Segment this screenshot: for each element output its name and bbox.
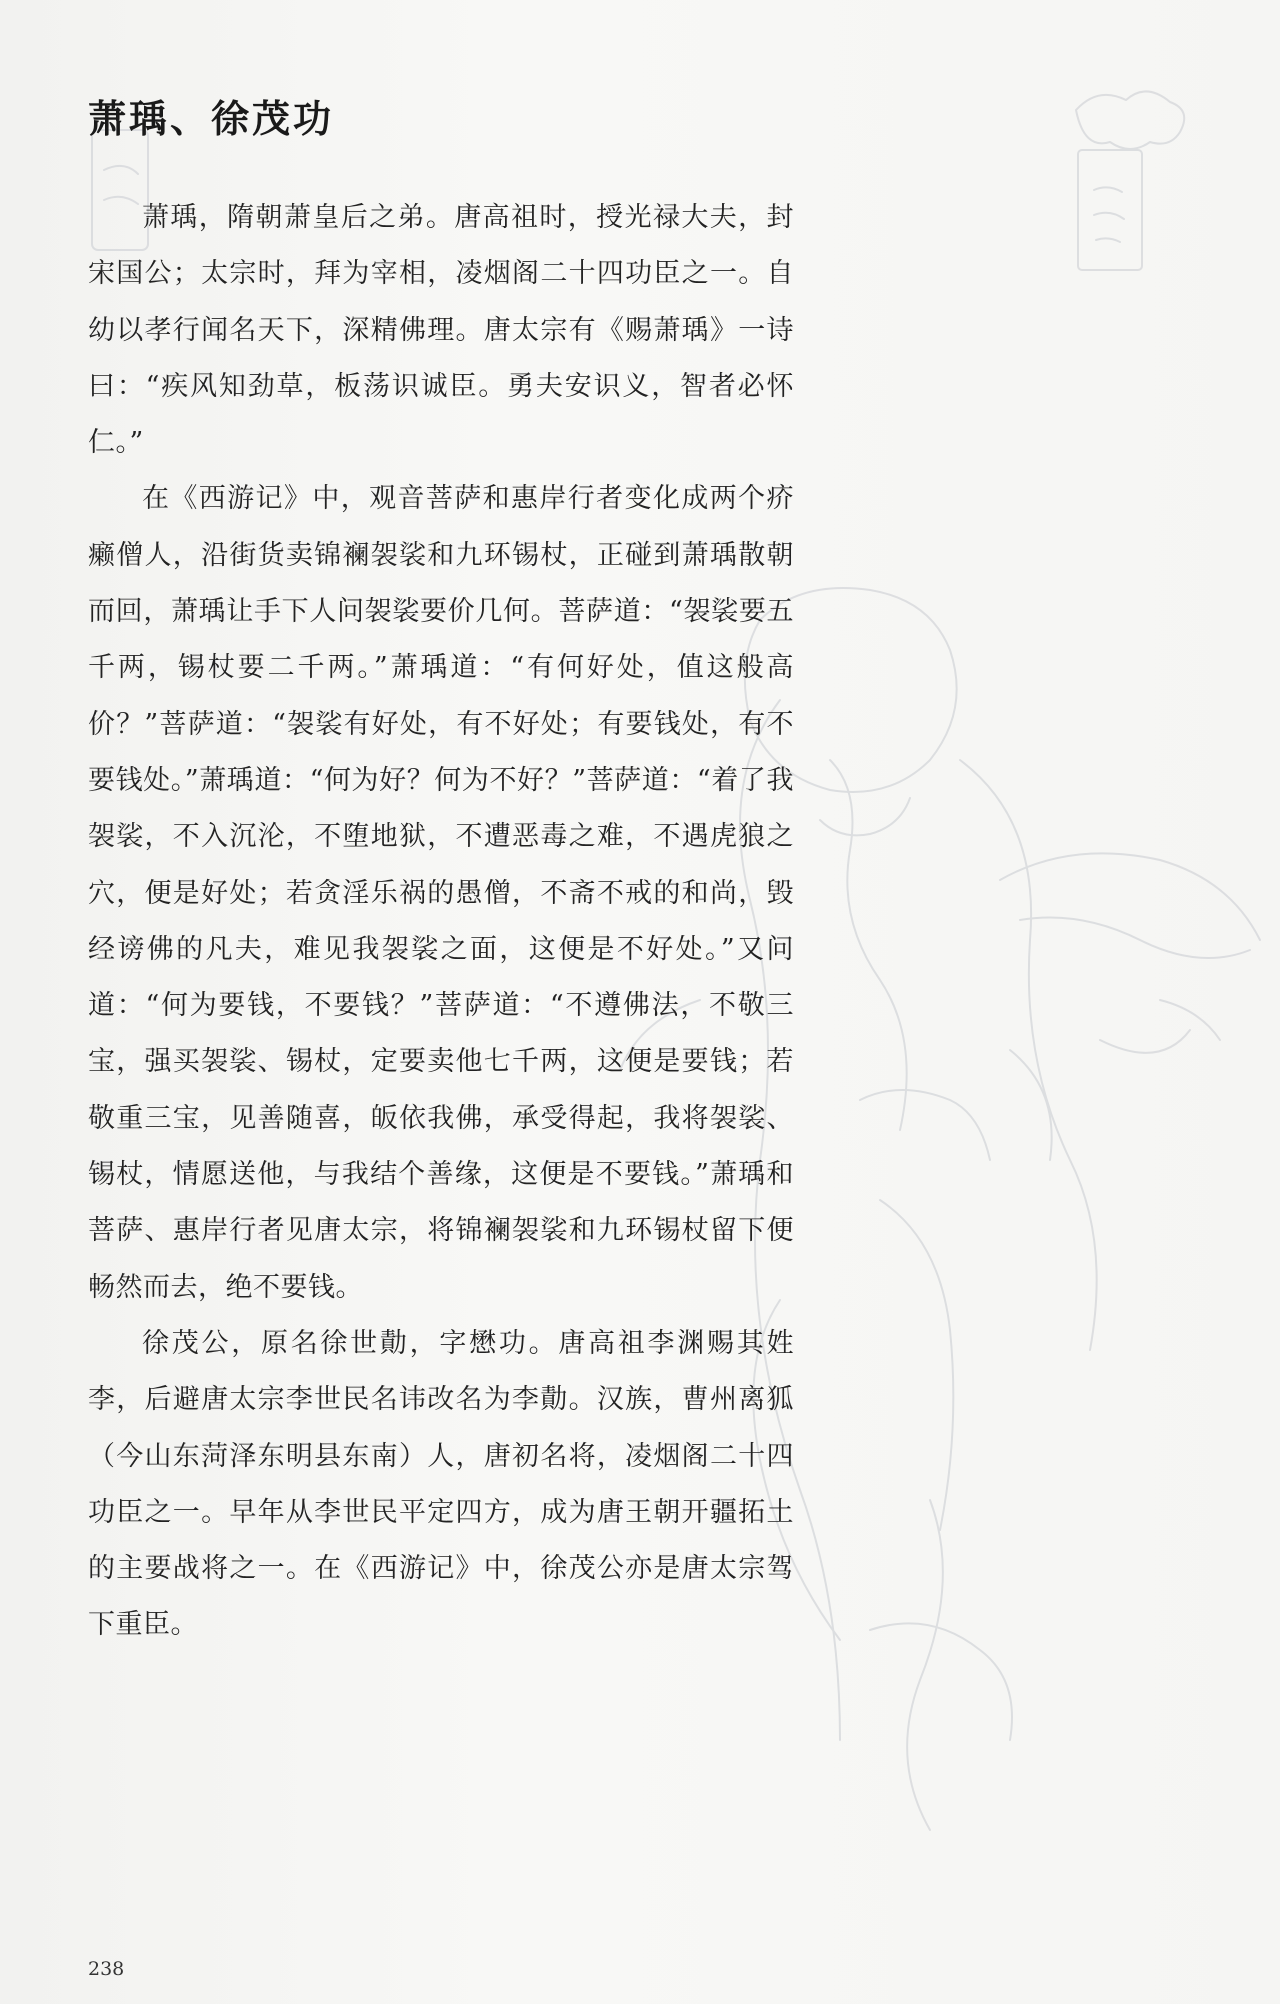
- page-title: 萧瑀、徐茂功: [88, 96, 335, 141]
- article-body: [88, 190, 794, 1654]
- page-number: 238: [88, 1958, 125, 1980]
- paragraph-journey-to-the-west: 在《西游记》中，观音菩萨和惠岸行者变化成两个疥癞僧人，沿街货卖锦襕袈裟和九环锡杖，正碰到萧瑀散朝而回，萧瑀让手下人问袈裟要价几何。菩萨道：“袈裟要五千两，锡杖要二千两。”萧瑀道：“有何好处，值这般高价？”菩萨道：“袈裟有好处，有不好处；有要钱处，有不要钱处。”萧瑀道：“何为好？何为不好？”菩萨道：“着了我袈裟，不入沉沦，不堕地狱，不遭恶毒之难，不遇虎狼之穴，便是好处；若贪淫乐祸的愚僧，不斋不戒的和尚，毁经谤佛的凡夫，难见我袈裟之面，这便是不好处。”又问道：“何为要钱，不要钱？”菩萨道：“不遵佛法，不敬三宝，强买袈裟、锡杖，定要卖他七千两，这便是要钱；若敬重三宝，见善随喜，皈依我佛，承受得起，我将袈裟、锡杖，情愿送他，与我结个善缘，这便是不要钱。”萧瑀和菩萨、惠岸行者见唐太宗，将锦襕袈裟和九环锡杖留下便畅然而去，绝不要钱。: [88, 483, 794, 1303]
- paragraph-xiao-yu: 萧瑀，隋朝萧皇后之弟。唐高祖时，授光禄大夫，封宋国公；太宗时，拜为宰相，凌烟阁二十四功臣之一。自幼以孝行闻名天下，深精佛理。唐太宗有《赐萧瑀》一诗曰：“疾风知劲草，板荡识诚臣。勇夫安识义，智者必怀仁。”: [88, 202, 794, 459]
- paragraph-xu-maogong: 徐茂公，原名徐世勣，字懋功。唐高祖李渊赐其姓李，后避唐太宗李世民名讳改名为李勣。汉族，曹州离狐（今山东菏泽东明县东南）人，唐初名将，凌烟阁二十四功臣之一。早年从李世民平定四方，成为唐王朝开疆拓土的主要战将之一。在《西游记》中，徐茂公亦是唐太宗驾下重臣。: [88, 1327, 794, 1641]
